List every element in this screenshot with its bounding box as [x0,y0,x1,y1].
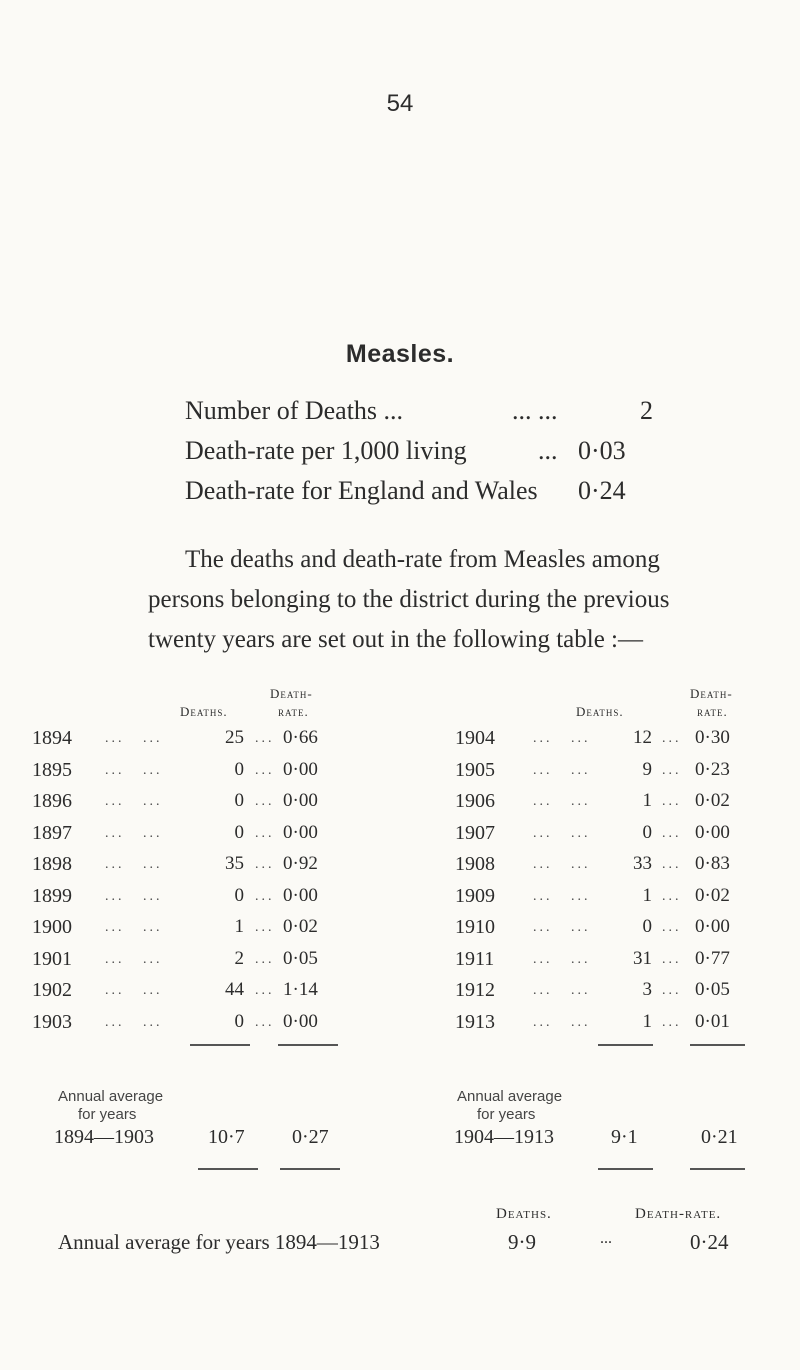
paragraph-line-1: The deaths and death-rate from Measles among [185,546,660,573]
left-row-year: 1899 [32,884,72,907]
overall-rate-header: Death-rate. [635,1206,722,1222]
right-row-deaths: 1 [642,884,652,906]
left-row-leader-dots: ... [143,983,163,998]
england-wales-value: 0·24 [578,476,626,505]
right-row-leader-dots: ... [571,1014,591,1030]
right-row-rate: 0·05 [695,979,730,1000]
right-row-leader-dots: ... [662,857,682,872]
overall-rate: 0·24 [690,1230,729,1254]
left-row-leader-dots: ... [255,794,275,809]
right-avg-deaths-rule [598,1168,653,1170]
right-row-deaths: 12 [633,727,652,748]
england-wales-label: Death-rate for England and Wales [185,476,538,505]
left-rate-rule [278,1044,338,1046]
right-row-leader-dots: ... [533,983,553,998]
right-row-deaths: 31 [633,947,652,969]
left-row-leader-dots: ... [143,888,163,904]
right-avg-rate-rule [690,1168,745,1170]
right-row-deaths: 33 [633,853,652,874]
right-row-rate: 0·77 [695,947,730,969]
right-row-rate: 0·00 [695,916,730,937]
right-average-label-2: for years [477,1106,536,1123]
left-row-deaths: 0 [234,821,244,843]
right-row-leader-dots: ... [571,888,591,904]
left-row-leader-dots: ... [255,888,275,904]
right-row-deaths: 3 [642,979,652,1000]
rate-dots: ... [538,436,558,465]
left-rate-header-2: rate. [278,704,309,719]
left-row-leader-dots: ... [143,951,163,967]
left-row-leader-dots: ... [143,857,163,872]
left-row-year: 1894 [32,727,72,749]
right-row-leader-dots: ... [662,731,682,746]
left-row-deaths: 2 [234,947,244,969]
right-row-year: 1911 [455,947,495,970]
left-row-rate: 0·00 [283,884,318,906]
right-row-rate: 0·83 [695,853,730,874]
left-row-deaths: 0 [234,790,244,811]
right-row-leader-dots: ... [533,951,553,967]
overall-deaths: 9·9 [508,1230,536,1254]
left-row-rate: 1·14 [283,979,318,1000]
left-rate-header-1: Death- [270,686,313,701]
left-row-year: 1903 [32,1010,72,1033]
right-row-leader-dots: ... [571,794,591,809]
left-row-deaths: 35 [225,853,244,874]
section-heading: Measles. [345,340,455,368]
deaths-dots: ... ... [512,396,558,425]
right-deaths-rule [598,1044,653,1046]
right-row-deaths: 9 [642,758,652,780]
right-row-year: 1906 [455,790,495,812]
left-row-rate: 0·00 [283,821,318,843]
left-average-label-2: for years [78,1106,137,1123]
left-row-leader-dots: ... [255,825,275,841]
right-row-leader-dots: ... [662,888,682,904]
right-row-leader-dots: ... [571,920,591,935]
left-row-rate: 0·92 [283,853,318,874]
right-row-leader-dots: ... [662,983,682,998]
right-row-year: 1909 [455,884,495,907]
left-average-deaths: 10·7 [208,1126,245,1148]
right-row-leader-dots: ... [662,1014,682,1030]
right-row-leader-dots: ... [533,920,553,935]
right-row-leader-dots: ... [662,794,682,809]
right-row-deaths: 0 [642,821,652,843]
right-row-leader-dots: ... [662,951,682,967]
right-row-deaths: 0 [642,916,652,937]
left-row-year: 1902 [32,979,72,1001]
right-row-leader-dots: ... [533,1014,553,1030]
left-row-deaths: 0 [234,884,244,906]
left-row-rate: 0·00 [283,790,318,811]
right-row-leader-dots: ... [662,762,682,778]
right-row-leader-dots: ... [662,825,682,841]
left-row-leader-dots: ... [105,731,125,746]
right-row-leader-dots: ... [571,825,591,841]
left-row-leader-dots: ... [255,731,275,746]
right-row-rate: 0·23 [695,758,730,780]
right-row-rate: 0·02 [695,790,730,811]
left-row-leader-dots: ... [105,983,125,998]
left-deaths-header: Deaths. [180,704,228,719]
left-row-leader-dots: ... [105,857,125,872]
left-row-rate: 0·05 [283,947,318,969]
rate-label: Death-rate per 1,000 living [185,436,467,465]
right-row-rate: 0·02 [695,884,730,906]
right-row-leader-dots: ... [533,825,553,841]
left-row-leader-dots: ... [255,857,275,872]
left-row-year: 1895 [32,758,72,781]
left-row-leader-dots: ... [143,731,163,746]
left-row-leader-dots: ... [105,888,125,904]
right-row-rate: 0·01 [695,1010,730,1032]
left-row-leader-dots: ... [255,951,275,967]
left-row-deaths: 0 [234,1010,244,1032]
left-row-year: 1900 [32,916,72,938]
right-row-year: 1913 [455,1010,495,1033]
right-row-leader-dots: ... [571,857,591,872]
left-row-year: 1898 [32,853,72,875]
right-row-year: 1910 [455,916,495,938]
right-row-deaths: 1 [642,790,652,811]
left-row-leader-dots: ... [255,920,275,935]
right-average-deaths: 9·1 [611,1126,638,1148]
right-row-leader-dots: ... [533,794,553,809]
right-rate-rule [690,1044,745,1046]
right-average-rate: 0·21 [701,1126,738,1148]
left-row-leader-dots: ... [105,794,125,809]
deaths-label: Number of Deaths ... [185,396,404,425]
left-row-leader-dots: ... [105,951,125,967]
right-rate-header-2: rate. [697,704,728,719]
left-row-deaths: 25 [225,727,244,748]
left-row-rate: 0·02 [283,916,318,937]
paragraph-line-3: twenty years are set out in the following table :— [148,626,644,653]
right-row-deaths: 1 [642,1010,652,1032]
rate-value: 0·03 [578,436,626,465]
left-row-rate: 0·00 [283,1010,318,1032]
left-row-rate: 0·00 [283,758,318,780]
right-row-year: 1905 [455,758,495,781]
left-row-leader-dots: ... [105,1014,125,1030]
left-row-year: 1896 [32,790,72,812]
right-row-leader-dots: ... [571,731,591,746]
right-average-period: 1904—1913 [454,1126,554,1148]
paragraph-line-2: persons belonging to the district during the previous [148,586,670,613]
right-row-leader-dots: ... [571,951,591,967]
left-row-leader-dots: ... [255,762,275,778]
left-row-year: 1901 [32,947,72,970]
left-average-label-1: Annual average [58,1088,164,1105]
page-number: 54 [386,90,414,117]
right-deaths-header: Deaths. [576,704,624,719]
overall-label: Annual average for years 1894—1913 [58,1230,380,1254]
left-average-period: 1894—1903 [54,1126,154,1148]
left-row-leader-dots: ... [143,1014,163,1030]
left-avg-rate-rule [280,1168,340,1170]
left-row-leader-dots: ... [105,825,125,841]
left-deaths-rule [190,1044,250,1046]
left-row-leader-dots: ... [143,920,163,935]
left-row-rate: 0·66 [283,727,318,748]
right-rate-header-1: Death- [690,686,733,701]
right-row-year: 1904 [455,727,495,749]
left-average-rate: 0·27 [292,1126,329,1148]
right-row-leader-dots: ... [533,888,553,904]
left-row-deaths: 44 [225,979,244,1000]
left-row-leader-dots: ... [143,762,163,778]
right-average-label-1: Annual average [457,1088,563,1105]
left-row-leader-dots: ... [105,762,125,778]
left-row-leader-dots: ... [255,983,275,998]
right-row-year: 1908 [455,853,495,875]
right-row-leader-dots: ... [571,983,591,998]
left-row-leader-dots: ... [143,794,163,809]
left-row-leader-dots: ... [255,1014,275,1030]
deaths-value: 2 [640,396,653,425]
left-row-deaths: 1 [234,916,244,937]
right-row-leader-dots: ... [533,762,553,778]
left-row-deaths: 0 [234,758,244,780]
left-row-leader-dots: ... [143,825,163,841]
left-row-leader-dots: ... [105,920,125,935]
overall-dots: ... [600,1230,612,1247]
overall-deaths-header: Deaths. [496,1206,552,1222]
right-row-leader-dots: ... [533,857,553,872]
right-row-leader-dots: ... [662,920,682,935]
right-row-rate: 0·00 [695,821,730,843]
right-row-year: 1907 [455,821,495,844]
right-row-leader-dots: ... [571,762,591,778]
right-row-leader-dots: ... [533,731,553,746]
right-row-rate: 0·30 [695,727,730,748]
left-row-year: 1897 [32,821,72,844]
right-row-year: 1912 [455,979,495,1001]
left-avg-deaths-rule [198,1168,258,1170]
